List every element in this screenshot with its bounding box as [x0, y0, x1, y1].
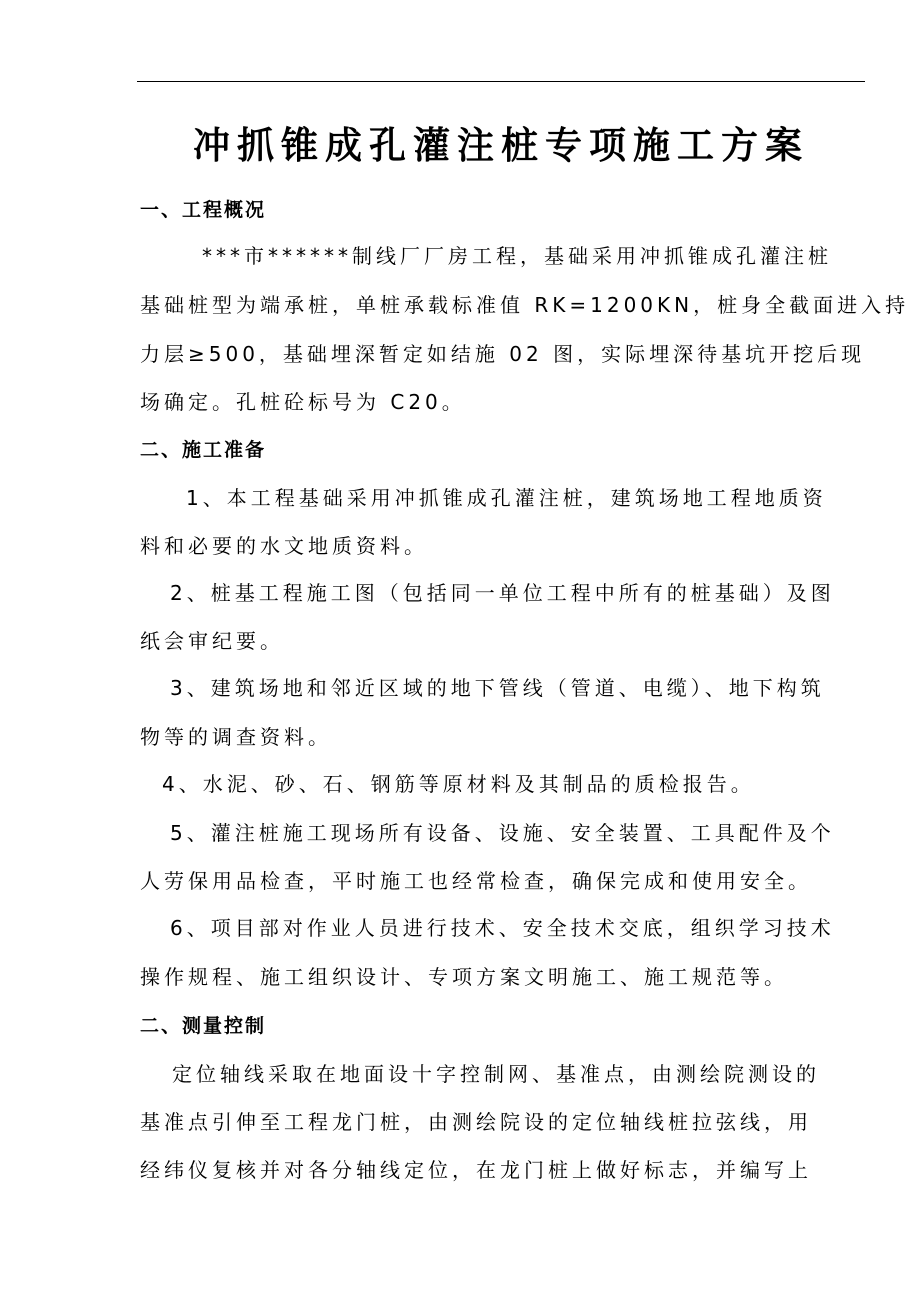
- paragraph-line: 基准点引伸至工程龙门桩，由测绘院设的定位轴线桩拉弦线，用: [140, 1110, 812, 1134]
- paragraph-line: 定位轴线采取在地面设十字控制网、基准点，由测绘院测设的: [172, 1062, 820, 1086]
- list-item-line: 操作规程、施工组织设计、专项方案文明施工、施工规范等。: [140, 965, 788, 989]
- list-item-line: 6、项目部对作业人员进行技术、安全技术交底，组织学习技术: [170, 916, 835, 940]
- list-item-line: 5、灌注桩施工现场所有设备、设施、安全装置、工具配件及个: [170, 821, 835, 845]
- list-item-line: 物等的调查资料。: [140, 725, 332, 749]
- list-item-line: 2、桩基工程施工图（包括同一单位工程中所有的桩基础）及图: [170, 581, 835, 605]
- paragraph-line: ***市******制线厂厂房工程，基础采用冲抓锥成孔灌注桩: [202, 244, 832, 268]
- section-heading-survey-control: 二、测量控制: [140, 1015, 267, 1037]
- list-item-line: 料和必要的水文地质资料。: [140, 534, 428, 558]
- list-item-line: 纸会审纪要。: [140, 629, 284, 653]
- paragraph-line: 力层≥500，基础埋深暂定如结施 02 图，实际埋深待基坑开挖后现: [140, 342, 866, 366]
- list-item-line: 人劳保用品检查，平时施工也经常检查，确保完成和使用安全。: [140, 869, 812, 893]
- paragraph-line: 经纬仪复核并对各分轴线定位，在龙门桩上做好标志，并编写上: [140, 1158, 812, 1182]
- header-rule: [137, 81, 865, 82]
- document-title: 冲抓锥成孔灌注桩专项施工方案: [193, 123, 809, 167]
- list-item-line: 1、本工程基础采用冲抓锥成孔灌注桩，建筑场地工程地质资: [186, 486, 827, 510]
- list-item-line: 3、建筑场地和邻近区域的地下管线（管道、电缆）、地下构筑: [170, 676, 825, 700]
- list-item-line: 4、水泥、砂、石、钢筋等原材料及其制品的质检报告。: [162, 772, 755, 796]
- paragraph-line: 基础桩型为端承桩，单桩承载标准值 RK=1200KN，桩身全截面进入持: [140, 293, 910, 317]
- section-heading-overview: 一、工程概况: [140, 199, 267, 221]
- paragraph-line: 场确定。孔桩砼标号为 C20。: [140, 390, 466, 414]
- section-heading-preparation: 二、施工准备: [140, 439, 267, 461]
